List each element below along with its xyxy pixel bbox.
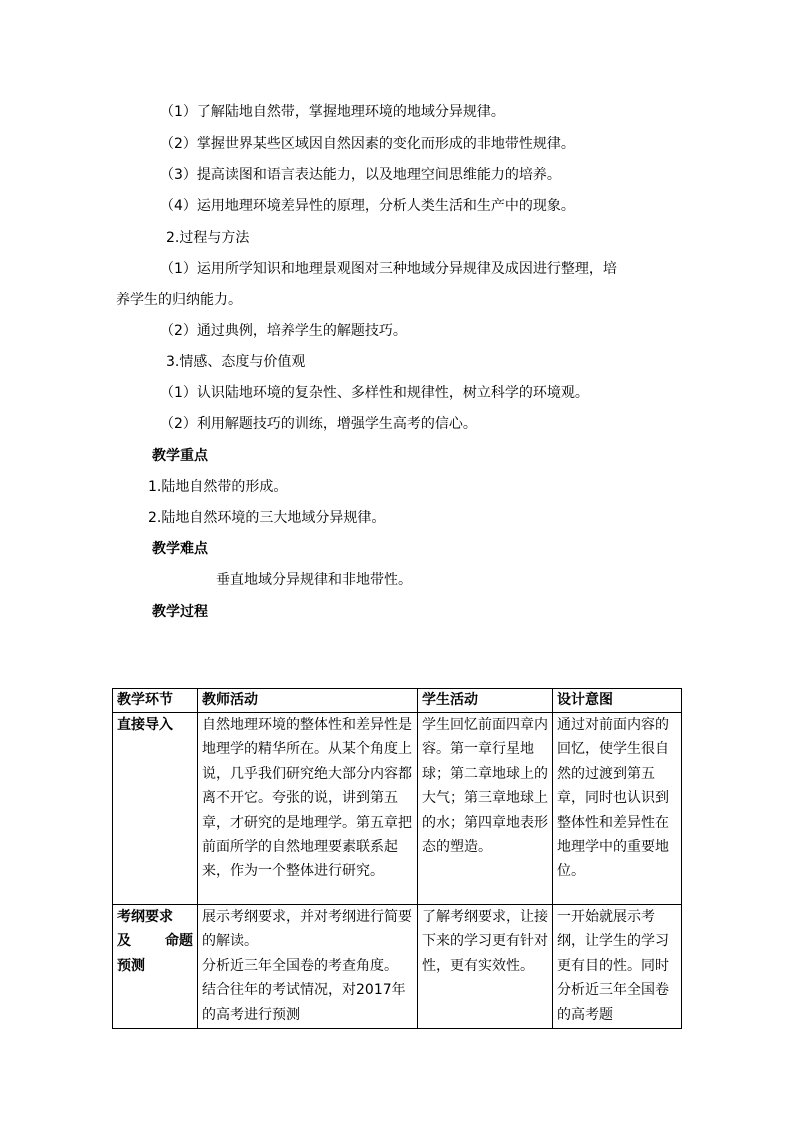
- table-row: [113, 905, 682, 1029]
- objective-knowledge-1: （1）了解陆地自然带，掌握地理环境的地域分异规律。: [160, 104, 505, 120]
- row2-stage-line3: 预测: [117, 957, 145, 974]
- emotion-heading: 3.情感、态度与价值观: [166, 354, 306, 370]
- process-method-heading: 2.过程与方法: [166, 230, 250, 246]
- teaching-process-table: [112, 688, 682, 1029]
- row2-teacher-para-2: 分析近三年全国卷的考查角度。 结合往年的考试情况，对2017年的高考进行预测: [202, 957, 406, 1023]
- table-header-row: [113, 689, 682, 713]
- process-heading: 教学过程: [152, 604, 208, 620]
- objective-knowledge-4: （4）运用地理环境差异性的原理，分析人类生活和生产中的现象。: [160, 198, 575, 214]
- emotion-item-2: （2）利用解题技巧的训练，增强学生高考的信心。: [160, 416, 477, 432]
- table-row: [113, 713, 682, 905]
- process-method-item-1-cont: 养学生的归纳能力。: [116, 292, 242, 308]
- difficulty-text: 垂直地域分异规律和非地带性。: [216, 572, 412, 588]
- objective-knowledge-3: （3）提高读图和语言表达能力，以及地理空间思维能力的培养。: [160, 167, 561, 183]
- row2-teacher-para-1: 展示考纲要求，并对考纲进行简要的解读。: [202, 909, 412, 950]
- row2-stage: [113, 905, 198, 1029]
- key-point-1: 1.陆地自然带的形成。: [148, 479, 288, 495]
- row2-stage-line2-a: 及: [117, 933, 131, 950]
- emotion-item-1: （1）认识陆地环境的复杂性、多样性和规律性，树立科学的环境观。: [160, 385, 589, 401]
- key-points-heading: 教学重点: [152, 448, 208, 464]
- row1-teacher-activity: 自然地理环境的整体性和差异性是地理学的精华所在。从某个角度上说，几乎我们研究绝大部分内容都离不开它。夸张的说，讲到第五章，才研究的是地理学。第五章把前面所学的自然地理要素联系起来，作为一个整体进行研究。: [198, 713, 418, 905]
- row2-stage-line1: 考纲要求: [117, 909, 173, 925]
- header-design-intent: 设计意图: [553, 689, 682, 713]
- row1-student-activity: 学生回忆前面四章内容。第一章行星地球；第二章地球上的大气；第三章地球上的水；第四章地表形态的塑造。: [418, 713, 553, 905]
- difficulty-heading: 教学难点: [152, 541, 208, 557]
- header-stage: 教学环节: [113, 689, 198, 713]
- header-student-activity: 学生活动: [418, 689, 553, 713]
- row2-teacher-activity: [198, 905, 418, 1029]
- row2-stage-line2: [117, 929, 193, 953]
- process-method-item-1: （1）运用所学知识和地理景观图对三种地域分异规律及成因进行整理，培: [160, 261, 617, 277]
- objective-knowledge-2: （2）掌握世界某些区域因自然因素的变化而形成的非地带性规律。: [160, 136, 575, 152]
- key-point-2: 2.陆地自然环境的三大地域分异规律。: [148, 510, 386, 526]
- row1-stage: 直接导入: [113, 713, 198, 905]
- process-method-item-2: （2）通过典例，培养学生的解题技巧。: [160, 323, 407, 339]
- row2-student-activity: 了解考纲要求，让接下来的学习更有针对性，更有实效性。: [418, 905, 553, 1029]
- row2-stage-line2-b: 命题: [165, 933, 193, 950]
- row2-design-intent: 一开始就展示考纲，让学生的学习更有目的性。同时分析近三年全国卷的高考题: [553, 905, 682, 1029]
- header-teacher-activity: 教师活动: [198, 689, 418, 713]
- row1-design-intent: 通过对前面内容的回忆，使学生很自然的过渡到第五章，同时也认识到整体性和差异性在地理学中的重要地位。: [553, 713, 682, 905]
